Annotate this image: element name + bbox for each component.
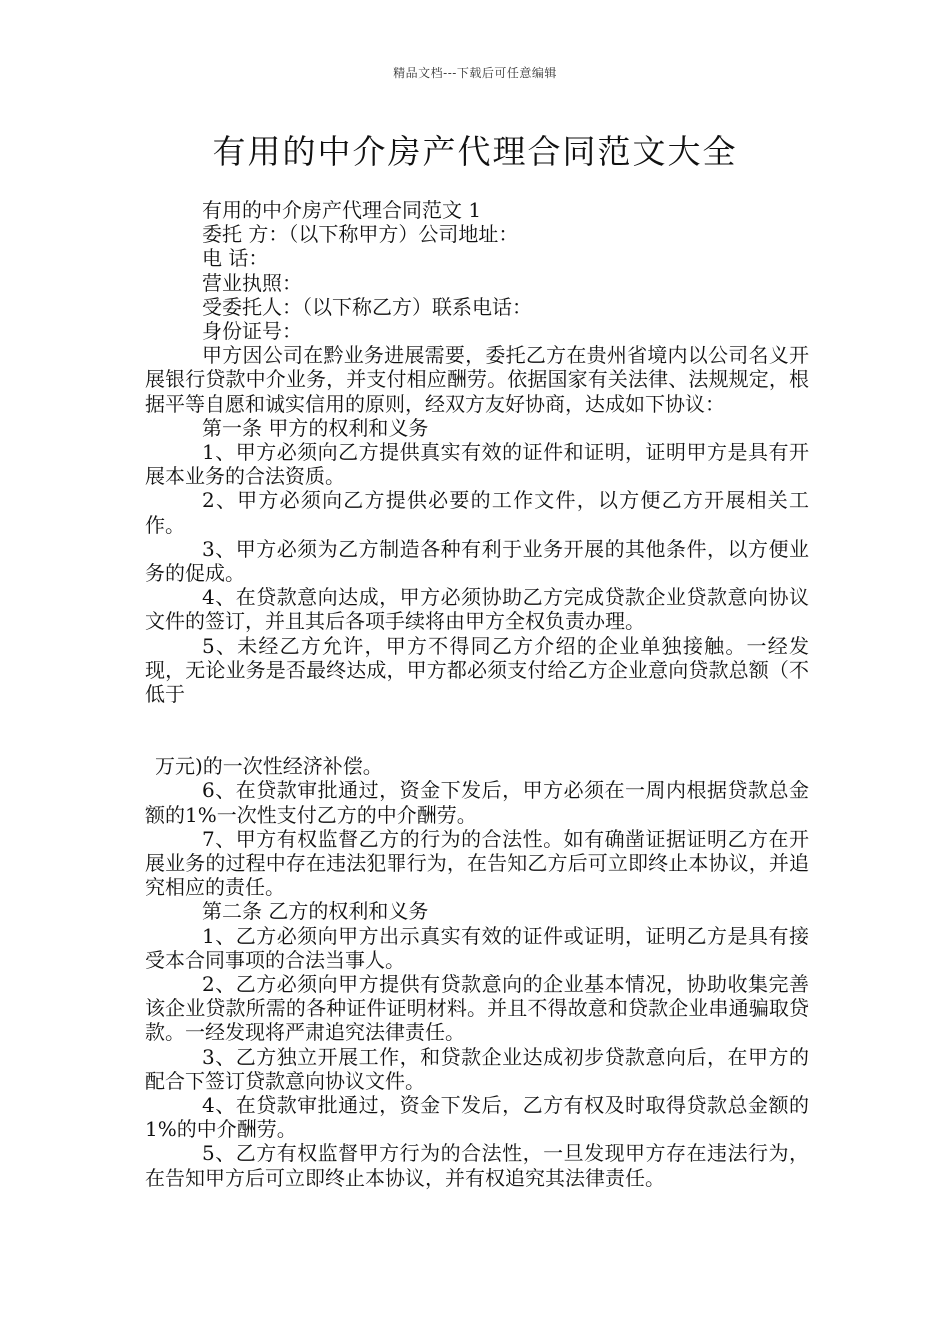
contract-subtitle: 有用的中介房产代理合同范文 1 — [202, 198, 482, 222]
article1-item1: 1、甲方必须向乙方提供真实有效的证件和证明，证明甲方是具有开展本业务的合法资质。 — [145, 439, 809, 489]
article2-item1: 1、乙方必须向甲方出示真实有效的证件或证明，证明乙方是具有接受本合同事项的合法当事人。 — [145, 923, 809, 972]
article1-item6: 6、在贷款审批通过，资金下发后，甲方必须在一周内根据贷款总金额的1%一次性支付乙方的中介酬劳。 — [145, 778, 809, 827]
article2-item4: 4、在贷款审批通过，资金下发后，乙方有权及时取得贷款总金额的1%的中介酬劳。 — [145, 1092, 809, 1142]
header-note: 精品文档---下载后可任意编辑 — [393, 66, 557, 80]
phone-line: 电 话： — [202, 246, 269, 271]
preamble-paragraph: 甲方因公司在黔业务进展需要，委托乙方在贵州省境内以公司名义开展银行贷款中介业务，并支付相应酬劳。依据国家有关法律、法规规定，根据平等自愿和诚实信用的原则，经双方友好协商，达成如下协议： — [145, 343, 809, 416]
license-line: 营业执照： — [202, 270, 302, 295]
article2-item2: 2、乙方必须向甲方提供有贷款意向的企业基本情况，协助收集完善该企业贷款所需的各种证件证明材料。并且不得故意和贷款企业串通骗取贷款。一经发现将严肃追究法律责任。 — [145, 971, 809, 1045]
client-line: 委托 方：（以下称甲方）公司地址： — [202, 222, 519, 247]
article2-item5: 5、乙方有权监督甲方行为的合法性，一旦发现甲方存在违法行为，在告知甲方后可立即终止本协议，并有权追究其法律责任。 — [145, 1141, 809, 1190]
id-line: 身份证号： — [202, 318, 302, 343]
document-body — [145, 198, 809, 1190]
article1-item5: 5、未经乙方允许，甲方不得同乙方介绍的企业单独接触。一经发现，无论业务是否最终达成，甲方都必须支付给乙方企业意向贷款总额（不低于 — [145, 633, 809, 706]
article1-item7: 7、甲方有权监督乙方的行为的合法性。如有确凿证据证明乙方在开展业务的过程中存在违法犯罪行为，在告知乙方后可立即终止本协议，并追究相应的责任。 — [145, 826, 809, 900]
article2-heading: 第二条 乙方的权利和义务 — [202, 899, 429, 924]
article1-item4: 4、在贷款意向达成，甲方必须协助乙方完成贷款企业贷款意向协议文件的签订，并且其后各项手续将由甲方全权负责办理。 — [145, 585, 809, 634]
document-title: 有用的中介房产代理合同范文大全 — [212, 132, 738, 171]
article1-item2: 2、甲方必须向乙方提供必要的工作文件，以方便乙方开展相关工作。 — [145, 488, 809, 537]
blank-gap — [145, 706, 809, 754]
article1-heading: 第一条 甲方的权利和义务 — [202, 415, 429, 440]
agent-line: 受委托人：（以下称乙方）联系电话： — [202, 294, 532, 319]
article2-item3: 3、乙方独立开展工作，和贷款企业达成初步贷款意向后，在甲方的配合下签订贷款意向协议文件。 — [145, 1044, 809, 1093]
article1-item5-continuation: 万元)的一次性经济补偿。 — [155, 754, 383, 779]
article1-item3: 3、甲方必须为乙方制造各种有利于业务开展的其他条件，以方便业务的促成。 — [145, 536, 809, 585]
